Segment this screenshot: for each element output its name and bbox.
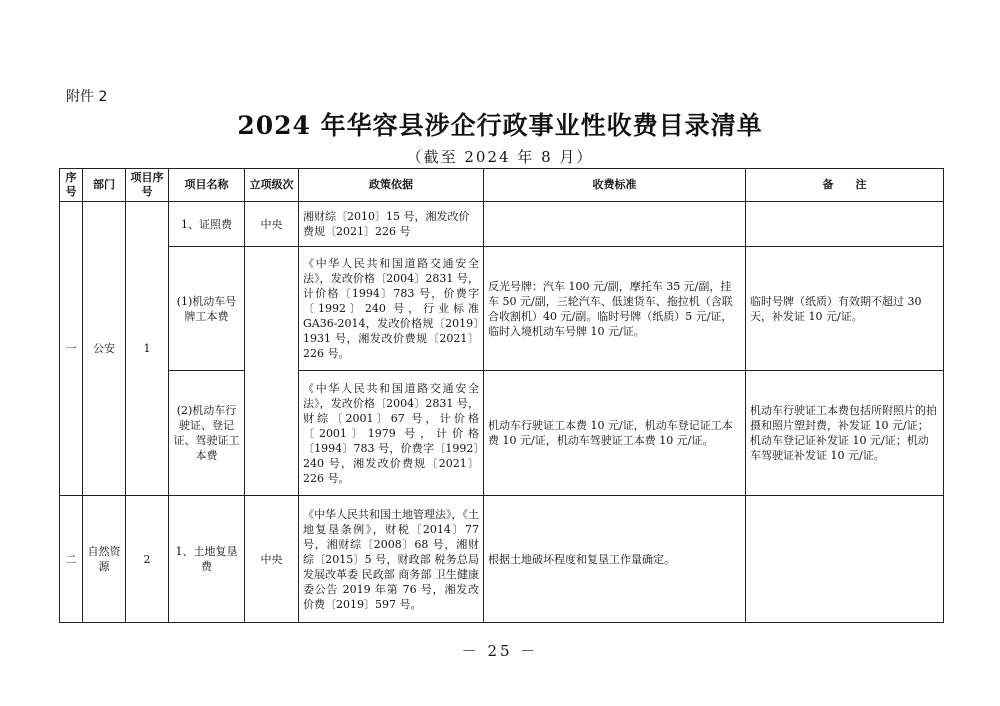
header-policy: 政策依据 (299, 169, 484, 202)
row-standard (484, 202, 746, 247)
row-standard: 机动车行驶证工本费 10 元/证，机动车登记证工本费 10 元/证，机动车驾驶证工本费 10 元/证。 (484, 371, 746, 496)
row-policy: 《中华人民共和国土地管理法》，《土地复垦条例》，财税〔2014〕77 号，湘财综〔2008〕68 号，湘财综〔2015〕5 号，财政部 税务总局 发展改革委 民政部 商务部 卫生健康委公告 2019 年第 76 号，湘发改价费〔2019〕597 号。 (299, 496, 484, 623)
row-seq: 一 (60, 202, 83, 496)
header-dept: 部门 (83, 169, 126, 202)
table-row (60, 371, 944, 496)
row-item-name: (2)机动车行驶证、登记证、驾驶证工本费 (169, 371, 245, 496)
header-seq: 序号 (60, 169, 83, 202)
page-number: － 25 － (461, 642, 539, 660)
row-level: 中央 (245, 202, 299, 247)
header-level: 立项级次 (245, 169, 299, 202)
row-policy: 《中华人民共和国道路交通安全法》，发改价格〔2004〕2831 号，计价格〔1994〕783 号，价费字〔1992〕240 号，行业标准 GA36-2014，发改价格规〔2019〕1931 号，湘发改价费规〔2021〕226 号。 (299, 247, 484, 371)
row-level (245, 247, 299, 496)
row-item-seq: 1 (126, 202, 169, 496)
header-item-name: 项目名称 (169, 169, 245, 202)
row-item-name: 1、证照费 (169, 202, 245, 247)
header-standard: 收费标准 (484, 169, 746, 202)
table-row (60, 202, 944, 247)
row-item-name: 1、土地复垦费 (169, 496, 245, 623)
row-standard: 反光号牌：汽车 100 元/副，摩托车 35 元/副，挂车 50 元/副，三轮汽车、低速货车、拖拉机（含联合收割机）40 元/副。临时号牌（纸质）5 元/证，临时入境机动车号牌 10 元/证。 (484, 247, 746, 371)
row-remarks: 临时号牌（纸质）有效期不超过 30 天，补发证 10 元/证。 (746, 247, 944, 371)
document-title: 2024 年华容县涉企行政事业性收费目录清单 (237, 111, 763, 140)
row-level: 中央 (245, 496, 299, 623)
row-item-name: (1)机动车号牌工本费 (169, 247, 245, 371)
fee-catalog-table (59, 168, 944, 623)
row-dept: 自然资源 (83, 496, 126, 623)
table-header-row (60, 169, 944, 202)
row-remarks (746, 496, 944, 623)
attachment-label: 附件 2 (66, 89, 108, 105)
row-dept: 公安 (83, 202, 126, 496)
row-policy: 湘财综〔2010〕15 号，湘发改价费规〔2021〕226 号 (299, 202, 484, 247)
row-policy: 《中华人民共和国道路交通安全法》，发改价格〔2004〕2831 号，财综〔2001〕67 号，计价格〔2001〕1979 号，计价格〔1994〕783 号，价费字〔1992〕240 号，湘发改价费规〔2021〕226 号。 (299, 371, 484, 496)
row-seq: 二 (60, 496, 83, 623)
document-subtitle: （截至 2024 年 8 月） (406, 148, 594, 166)
table-row (60, 496, 944, 623)
row-item-seq: 2 (126, 496, 169, 623)
row-remarks: 机动车行驶证工本费包括所附照片的拍摄和照片塑封费，补发证 10 元/证；机动车登记证补发证 10 元/证；机动车驾驶证补发证 10 元/证。 (746, 371, 944, 496)
row-standard: 根据土地破坏程度和复垦工作量确定。 (484, 496, 746, 623)
row-remarks (746, 202, 944, 247)
table-row (60, 247, 944, 371)
header-remarks: 备 注 (746, 169, 944, 202)
header-item-seq: 项目序号 (126, 169, 169, 202)
